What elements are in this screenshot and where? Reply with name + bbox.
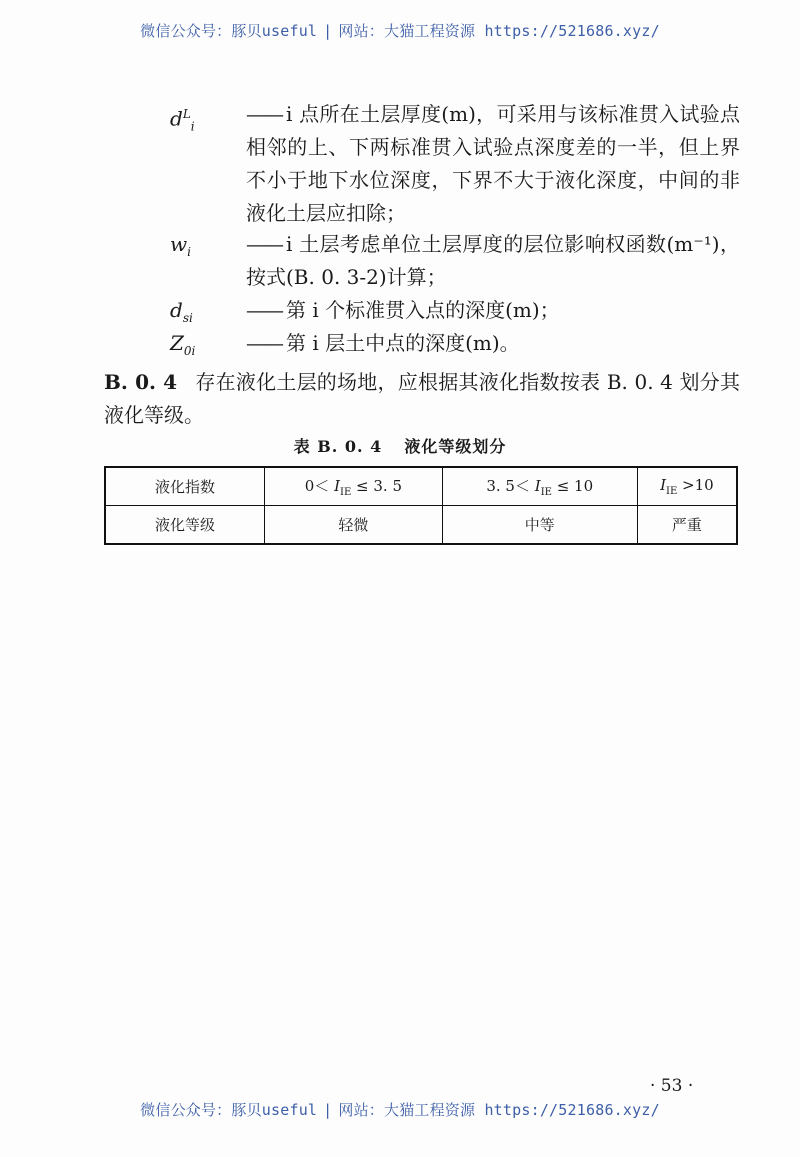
definition-dash: —— bbox=[246, 298, 282, 322]
definition-symbol: $w_i$ bbox=[170, 232, 191, 259]
watermark-wechat: 微信公众号：豚贝useful bbox=[140, 22, 318, 40]
table-caption-number: 表 B. 0. 4 bbox=[293, 437, 383, 456]
definition-z0i bbox=[170, 327, 740, 360]
clause-text: 存在液化土层的场地，应根据其液化指数按表 B. 0. 4 划分其液化等级。 bbox=[104, 370, 741, 427]
definition-dash: —— bbox=[246, 102, 282, 126]
definition-wi bbox=[170, 228, 740, 294]
table-header-cell: 液化指数 bbox=[105, 467, 265, 506]
definition-symbol: $d_{si}$ bbox=[170, 298, 193, 325]
definition-dash: —— bbox=[246, 331, 282, 355]
watermark-wechat: 微信公众号：豚贝useful bbox=[140, 1101, 318, 1119]
table-cell: $I_{IE} >10$ bbox=[637, 467, 737, 506]
table-cell: 严重 bbox=[637, 506, 737, 545]
definition-dash: —— bbox=[246, 232, 282, 256]
definition-text: i 土层考虑单位土层厚度的层位影响权函数(m⁻¹)，按式(B. 0. 3-2)计算； bbox=[246, 232, 740, 289]
watermark-separator: | bbox=[323, 22, 333, 40]
clause-number: B. 0. 4 bbox=[104, 370, 178, 394]
definition-text: 第 i 个标准贯入点的深度(m)； bbox=[286, 298, 560, 322]
definition-dsi bbox=[170, 294, 740, 327]
liquefaction-grade-table bbox=[104, 466, 738, 545]
watermark-site: 网站：大猫工程资源 https://521686.xyz/ bbox=[338, 1101, 660, 1119]
definition-symbol: $Z_{0i}$ bbox=[170, 331, 196, 358]
page-number: · 53 · bbox=[650, 1076, 694, 1096]
watermark-top bbox=[0, 20, 800, 41]
table-header-cell: 液化等级 bbox=[105, 506, 265, 545]
table-caption-title: 液化等级划分 bbox=[404, 437, 507, 456]
clause-b-0-4 bbox=[104, 366, 740, 432]
table-cell: 中等 bbox=[442, 506, 637, 545]
table-cell: 轻微 bbox=[265, 506, 443, 545]
table-cell: 3. $5< I_{IE} \le 10$ bbox=[442, 467, 637, 506]
watermark-bottom bbox=[0, 1099, 800, 1120]
definition-d-li bbox=[170, 98, 740, 230]
definition-symbol: $d^L_i$ bbox=[170, 106, 195, 134]
table-caption bbox=[0, 434, 800, 457]
watermark-site: 网站：大猫工程资源 https://521686.xyz/ bbox=[338, 22, 660, 40]
table-cell: $0< I_{IE} \le 3$. 5 bbox=[265, 467, 443, 506]
watermark-separator: | bbox=[323, 1101, 333, 1119]
definition-text: i 点所在土层厚度(m)，可采用与该标准贯入试验点相邻的上、下两标准贯入试验点深度差的一半，但上界不小于地下水位深度，下界不大于液化深度，中间的非液化土层应扣除； bbox=[246, 102, 740, 225]
table-row bbox=[105, 506, 737, 545]
definition-text: 第 i 层土中点的深度(m)。 bbox=[286, 331, 520, 355]
table-row bbox=[105, 467, 737, 506]
